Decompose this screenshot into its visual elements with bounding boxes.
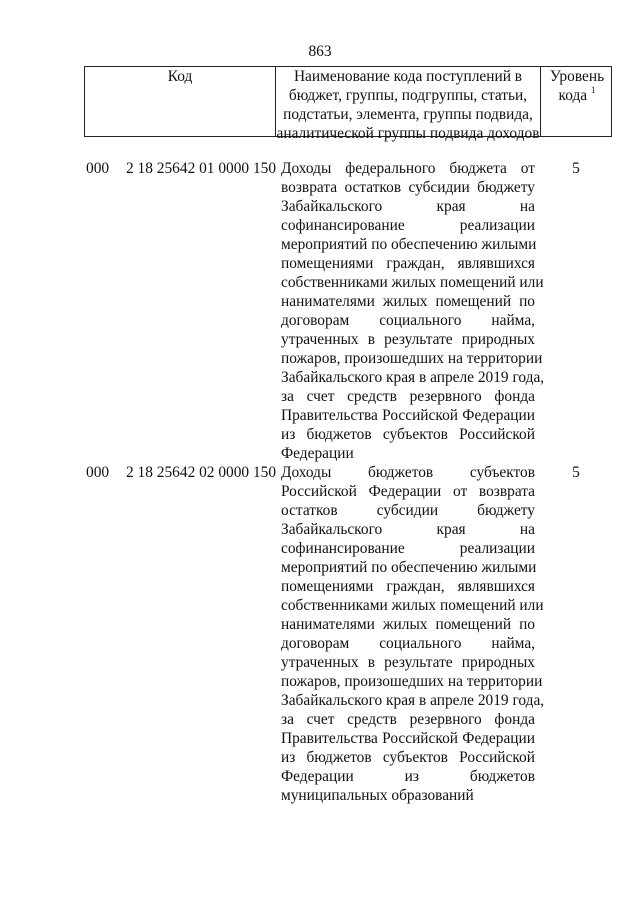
header-level bbox=[541, 67, 613, 136]
income-name-line: возврата остатков субсидии бюджету bbox=[281, 179, 535, 196]
income-name-line: мероприятий по обеспечению жилыми bbox=[281, 236, 537, 253]
header-name-line: бюджет, группы, подгруппы, статьи, bbox=[288, 87, 528, 104]
income-code: 2 18 25642 02 0000 150 bbox=[126, 464, 277, 481]
income-name-line: пожаров, произошедших на территории bbox=[281, 350, 543, 367]
income-name-line: Доходы федерального бюджета от bbox=[281, 160, 535, 177]
header-code: Код bbox=[167, 68, 193, 85]
income-name-line: пожаров, произошедших на территории bbox=[281, 673, 543, 690]
income-name-line: утраченных в результате природных bbox=[281, 331, 535, 348]
income-name-line: из бюджетов субъектов Российской bbox=[281, 749, 535, 766]
income-name-line: Федерации bbox=[281, 445, 354, 462]
income-name-line: муниципальных образований bbox=[281, 787, 474, 804]
code-level: 5 bbox=[572, 464, 580, 481]
income-name-line: нанимателями жилых помещений по bbox=[281, 616, 535, 633]
income-name-line: Забайкальского края на bbox=[281, 521, 535, 538]
income-name-line: Забайкальского края в апреле 2019 года, bbox=[281, 369, 545, 386]
income-name-line: Федерации из бюджетов bbox=[281, 768, 535, 785]
income-name-line: собственниками жилых помещений или bbox=[281, 274, 544, 291]
income-name-line: помещениями граждан, являвшихся bbox=[281, 578, 535, 595]
income-name-line: Забайкальского края на bbox=[281, 198, 535, 215]
page-number: 863 bbox=[308, 43, 332, 60]
footnote-marker: 1 bbox=[590, 85, 596, 95]
income-name-line: за счет средств резервного фонда bbox=[281, 388, 535, 405]
income-name-line: Доходы бюджетов субъектов bbox=[281, 464, 535, 481]
header-name-line: подстатьи, элемента, группы подвида, bbox=[283, 106, 533, 123]
header-level-line: Уровень bbox=[549, 68, 605, 85]
header-level-text: кода bbox=[558, 87, 588, 104]
income-name-line: из бюджетов субъектов Российской bbox=[281, 426, 535, 443]
code-level: 5 bbox=[572, 160, 580, 177]
income-name-line: софинансирование реализации bbox=[281, 540, 535, 557]
income-name-line: собственниками жилых помещений или bbox=[281, 597, 544, 614]
table-row bbox=[84, 159, 612, 463]
header-name-line: аналитической группы подвида доходов bbox=[276, 125, 540, 142]
admin-code: 000 bbox=[86, 464, 110, 481]
income-name bbox=[281, 159, 545, 463]
header-level-line bbox=[541, 86, 613, 105]
table-header bbox=[84, 66, 612, 142]
income-name-line: договорам социального найма, bbox=[281, 635, 535, 652]
admin-code: 000 bbox=[86, 160, 110, 177]
income-name-line: Российской Федерации от возврата bbox=[281, 483, 535, 500]
income-codes-table bbox=[84, 66, 612, 805]
income-name-line: остатков субсидии бюджету bbox=[281, 502, 535, 519]
header-name bbox=[275, 67, 541, 142]
header-name-line: Наименование кода поступлений в bbox=[293, 68, 523, 85]
income-name bbox=[281, 463, 545, 805]
income-name-line: Правительства Российской Федерации bbox=[281, 407, 535, 424]
income-name-line: Забайкальского края в апреле 2019 года, bbox=[281, 692, 545, 709]
income-name-line: утраченных в результате природных bbox=[281, 654, 535, 671]
income-name-line: договорам социального найма, bbox=[281, 312, 535, 329]
income-name-line: софинансирование реализации bbox=[281, 217, 535, 234]
income-name-line: мероприятий по обеспечению жилыми bbox=[281, 559, 537, 576]
income-name-line: за счет средств резервного фонда bbox=[281, 711, 535, 728]
income-code: 2 18 25642 01 0000 150 bbox=[126, 160, 277, 177]
income-name-line: Правительства Российской Федерации bbox=[281, 730, 535, 747]
income-name-line: помещениями граждан, являвшихся bbox=[281, 255, 535, 272]
table-row bbox=[84, 463, 612, 805]
income-name-line: нанимателями жилых помещений по bbox=[281, 293, 535, 310]
